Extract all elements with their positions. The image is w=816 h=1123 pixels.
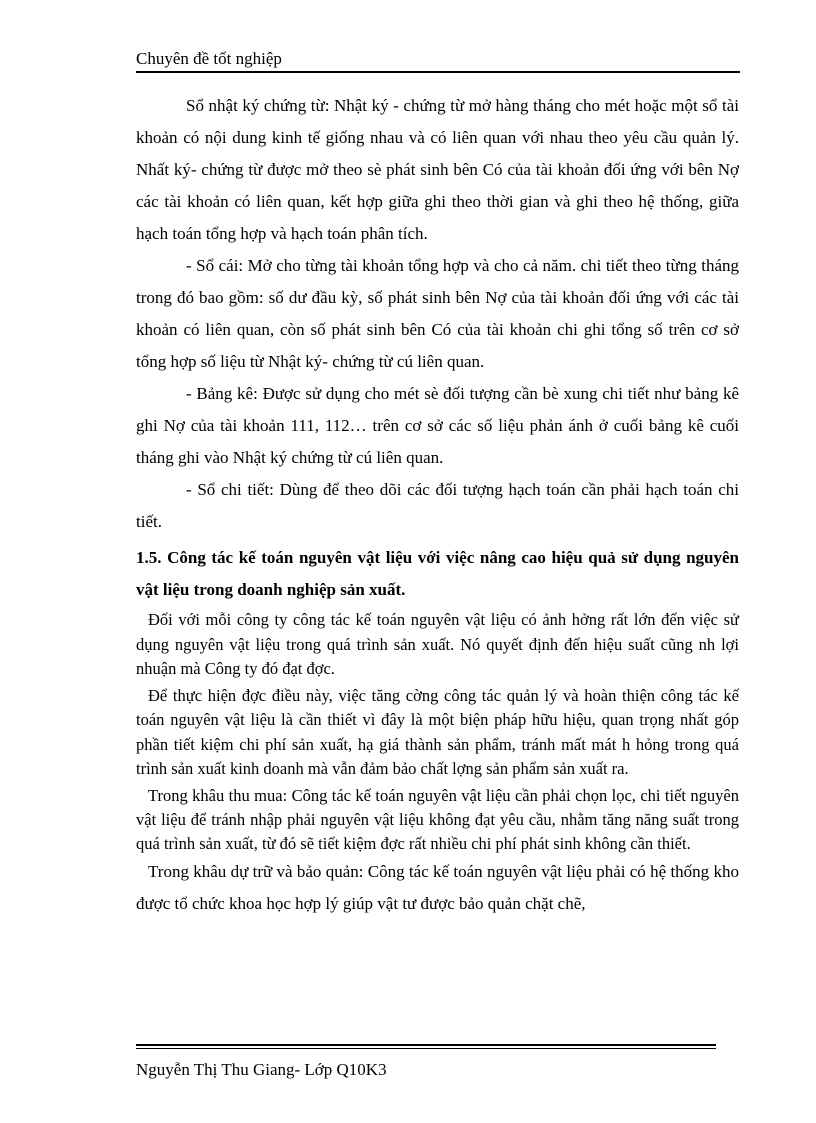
footer-rule	[136, 1044, 716, 1046]
footer-rule-thin	[136, 1048, 716, 1049]
footer-author: Nguyễn Thị Thu Giang- Lớp Q10K3	[136, 1060, 387, 1079]
paragraph-implementation: Để thực hiện đợc điều này, việc tăng cờng công tác quản lý và hoàn thiện công tác kế toán nguyên vật liệu là cần thiết vì đây là một biện pháp hữu hiệu, quan trọng nhất góp phần tiết kiệm chi phí sản xuất, hạ giá thành sản phẩm, tránh mất mát h hỏng trong quá trình sản xuất kinh doanh mà vẫn đảm bảo chất lợng sản phẩm sản xuất ra.	[136, 685, 739, 778]
document-body	[136, 90, 739, 920]
header-rule	[136, 71, 740, 73]
header-title: Chuyên đề tốt nghiệp	[136, 49, 282, 68]
paragraph-detail-book: - Sổ chi tiết: Dùng để theo dõi các đối tượng hạch toán cần phải hạch toán chi tiết.	[136, 480, 739, 531]
section-heading: 1.5. Công tác kế toán nguyên vật liệu với việc nâng cao hiệu quả sử dụng nguyên vật liệu trong doanh nghiệp sản xuất.	[136, 548, 739, 599]
page-footer	[136, 1044, 716, 1081]
paragraph-purchasing: Trong khâu thu mua: Công tác kế toán nguyên vật liệu cần phải chọn lọc, chi tiết nguyên vật liệu để tránh nhập phải nguyên vật liệu không đạt yêu cầu, nhằm tăng năng suất trong quá trình sản xuất, từ đó sẽ tiết kiệm đợc rất nhiều chi phí phát sinh không cần thiết.	[136, 785, 739, 853]
page-header	[136, 48, 740, 73]
paragraph-statement: - Bảng kê: Được sử dụng cho mét sè đối tượng cần bè xung chi tiết như bảng kê ghi Nợ của tài khoản 111, 112… trên cơ sở các số liệu phản ánh ở cuối bảng kê cuối tháng ghi vào Nhật ký chứng từ cú liên quan.	[136, 384, 739, 467]
paragraph-storage: Trong khâu dự trữ và bảo quản: Công tác kế toán nguyên vật liệu phải có hệ thống kho được tổ chức khoa học hợp lý giúp vật tư được bảo quản chặt chẽ,	[136, 861, 739, 913]
paragraph-importance: Đối với mỗi công ty công tác kế toán nguyên vật liệu có ảnh hởng rất lớn đến việc sử dụng nguyên vật liệu trong quá trình sản xuất. Nó quyết định đến hiệu suất cũng nh lợi nhuận mà Công ty đó đạt đợc.	[136, 610, 739, 678]
paragraph-general-ledger: - Sổ cái: Mở cho từng tài khoản tổng hợp và cho cả năm. chi tiết theo từng tháng trong đó bao gồm: số dư đầu kỳ, số phát sinh bên Nợ của tài khoản đối ứng với các tài khoản có liên quan, còn số phát sinh bên Có của tài khoản chi ghi tổng số trên cơ sở tổng hợp số liệu từ Nhật ký- chứng từ cú liên quan.	[136, 256, 739, 371]
paragraph-journal-voucher: Sổ nhật ký chứng từ: Nhật ký - chứng từ mở hàng tháng cho mét hoặc một sổ tài khoản có nội dung kinh tế giống nhau và có liên quan với nhau theo yêu cầu quản lý. Nhất ký- chứng từ được mở theo sè phát sinh bên Có của tài khoản đối ứng với bên Nợ các tài khoản có liên quan, kết hợp giữa ghi theo thời gian và ghi theo hệ thống, giữa hạch toán tổng hợp và hạch toán phân tích.	[136, 96, 739, 243]
